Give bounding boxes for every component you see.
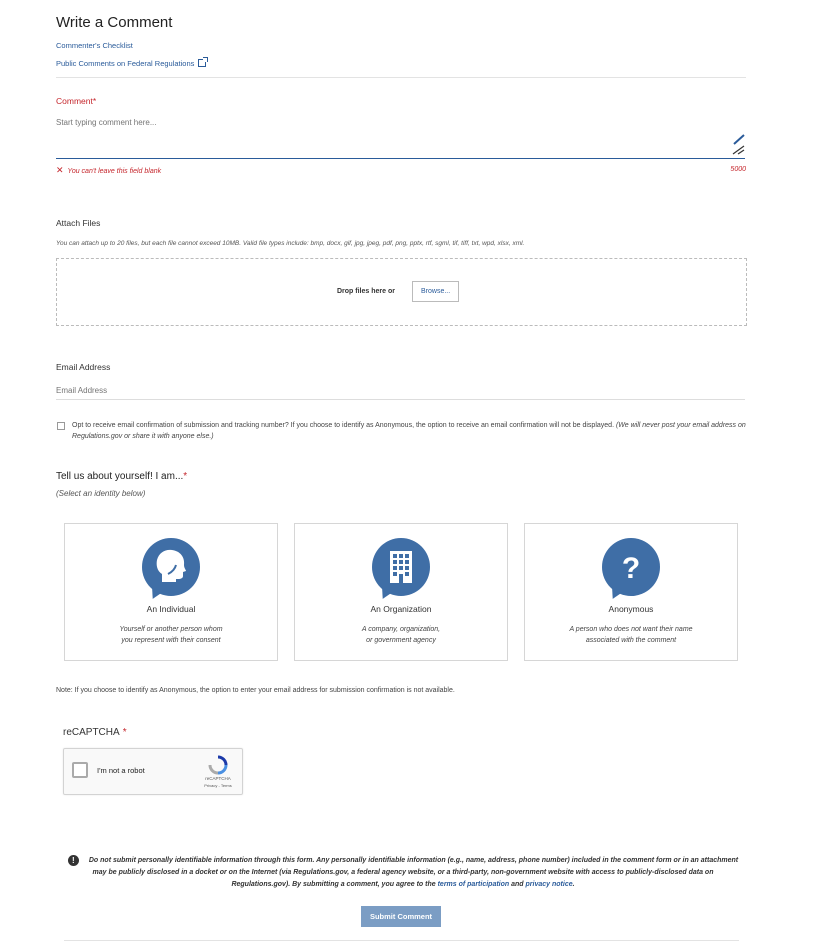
bubble <box>372 538 430 596</box>
recaptcha-brand: reCAPTCHA <box>205 776 231 781</box>
pii-disclaimer <box>66 855 740 891</box>
external-link-icon <box>198 59 206 67</box>
privacy-link[interactable]: privacy notice <box>525 881 573 888</box>
required-mark: * <box>122 727 127 738</box>
card-name: An Organization <box>370 604 432 614</box>
bubble <box>602 538 660 596</box>
identity-heading-text: Tell us about yourself! I am... <box>56 471 184 482</box>
email-label: Email Address <box>56 362 111 372</box>
resize-pencil-icon[interactable] <box>730 134 746 156</box>
comment-error <box>56 165 161 176</box>
card-name: Anonymous <box>608 604 654 614</box>
public-comments-link[interactable]: Public Comments on Federal Regulations <box>56 59 195 68</box>
identity-card-individual[interactable] <box>64 523 278 661</box>
browse-button[interactable]: Browse... <box>412 281 459 302</box>
email-optin-checkbox[interactable] <box>57 422 65 430</box>
recaptcha-links[interactable]: Privacy - Terms <box>204 783 232 788</box>
card-desc-line1: A person who does not want their name <box>569 626 693 633</box>
recaptcha-label-text: reCAPTCHA <box>63 727 120 738</box>
submit-comment-button[interactable]: Submit Comment <box>361 906 441 927</box>
recaptcha-checkbox[interactable] <box>72 762 88 778</box>
card-name: An Individual <box>146 604 196 614</box>
recaptcha-widget <box>63 748 243 795</box>
identity-card-anonymous[interactable] <box>524 523 738 661</box>
question-mark-icon <box>602 538 660 596</box>
building-icon <box>372 538 430 596</box>
recaptcha-checkbox-label: I'm not a robot <box>97 766 145 775</box>
card-desc-line1: A company, organization, <box>361 626 441 633</box>
card-desc-line2: associated with the comment <box>585 637 677 644</box>
char-count: 5000 <box>730 166 746 173</box>
card-desc <box>65 624 277 646</box>
divider <box>56 77 746 78</box>
email-input[interactable] <box>56 381 745 400</box>
card-desc <box>295 624 507 646</box>
card-desc-line1: Yourself or another person whom <box>119 626 223 633</box>
card-desc <box>525 624 737 646</box>
required-mark: * <box>92 96 97 106</box>
comment-error-text: You can't leave this field blank <box>67 168 162 175</box>
identity-heading <box>56 471 187 482</box>
exclamation-icon: ! <box>68 855 79 866</box>
disclaimer-end: . <box>572 881 575 888</box>
page-title: Write a Comment <box>56 14 173 31</box>
attach-label: Attach Files <box>56 218 101 228</box>
error-x-icon: ✕ <box>56 165 64 175</box>
identity-subheading: (Select an identity below) <box>56 489 146 498</box>
person-head-icon <box>142 538 200 596</box>
card-desc-line2: or government agency <box>366 637 436 644</box>
required-mark: * <box>183 471 188 482</box>
drop-text: Drop files here or <box>337 288 395 295</box>
terms-link[interactable]: terms of participation <box>437 881 510 888</box>
comment-textarea[interactable] <box>56 116 745 159</box>
comment-label-text: Comment <box>56 96 93 106</box>
svg-text:?: ? <box>621 552 641 585</box>
bottom-divider <box>64 940 739 941</box>
card-desc-line2: you represent with their consent <box>121 637 221 644</box>
identity-card-organization[interactable] <box>294 523 508 661</box>
file-dropzone[interactable] <box>56 258 747 326</box>
optin-italic-text: (We will never post your email address on Regulations.gov or share it with anyone else.) <box>72 422 746 440</box>
attach-hint: You can attach up to 20 files, but each file cannot exceed 10MB. Valid file types include: bmp, docx, gif, jpg, jpeg, pdf, png, pptx, rtf, sgml, tif, tiff, txt, wpd, xlsx, xml. <box>56 240 525 247</box>
anonymous-note: Note: If you choose to identify as Anonymous, the option to enter your email address for submission confirmation is not available. <box>56 687 455 694</box>
public-comments-link-wrap[interactable] <box>56 53 206 71</box>
recaptcha-label <box>63 727 127 738</box>
email-optin-text <box>72 420 748 442</box>
disclaimer-text: Do not submit personally identifiable information through this form. Any personally identifiable information (e.g., name, address, phone number) included in the comment form or in an attachment may be publicly disclosed in a docket or on the Internet (via Regulations.gov, a federal agency website, or a third-party, non-government website with access to publicly-disclosed data on Regulations.gov). By submitting a comment, you agree to the <box>88 857 739 888</box>
bubble <box>142 538 200 596</box>
commenters-checklist-link[interactable]: Commenter's Checklist <box>56 41 133 50</box>
recaptcha-logo-icon <box>207 755 229 775</box>
comment-label <box>56 96 96 106</box>
disclaimer-and: and <box>511 881 524 888</box>
optin-main-text: Opt to receive email confirmation of submission and tracking number? If you choose to identify as Anonymous, the option to receive an email confirmation will not be displayed. <box>72 422 615 429</box>
